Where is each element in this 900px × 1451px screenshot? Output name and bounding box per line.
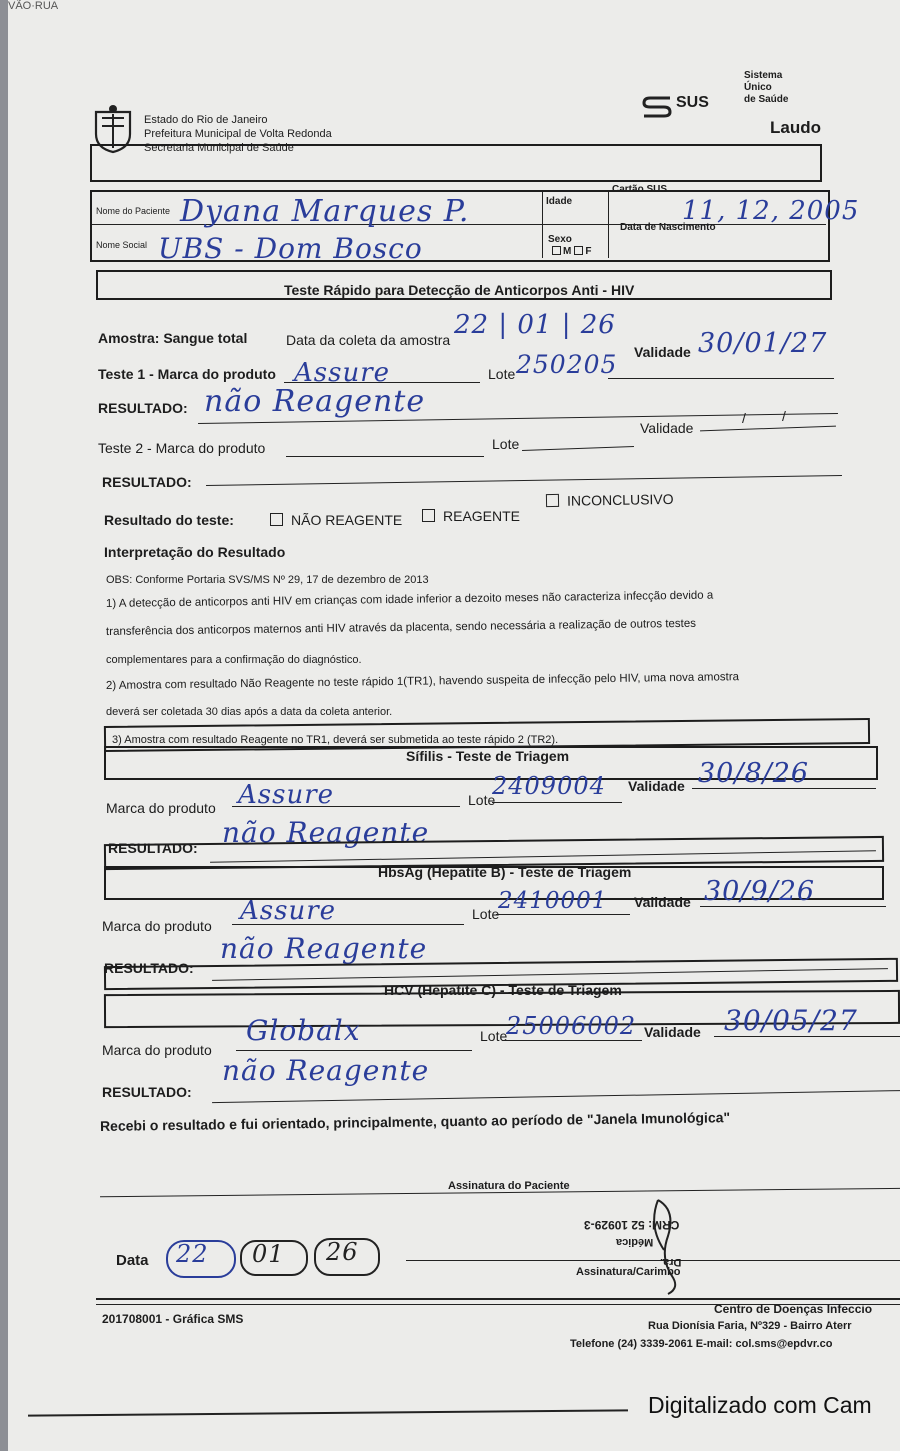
- doctor-signature-icon: [628, 1196, 688, 1296]
- sus-line-3: de Saúde: [744, 94, 789, 105]
- test2-lot-label: Lote: [492, 436, 520, 452]
- option-inconclusive-label: INCONCLUSIVO: [566, 490, 674, 509]
- sifilis-result-value: não Reagente: [222, 816, 430, 849]
- patient-box-vline-2: [608, 192, 609, 258]
- test1-label: Teste 1 - Marca do produto: [98, 366, 276, 382]
- hbsag-lot-line: [496, 914, 630, 915]
- sifilis-lot-value: 2409004: [492, 772, 606, 800]
- collection-date-value: 22 | 01 | 26: [454, 310, 616, 340]
- note-1-line-2: transferência dos anticorpos maternos anti HIV através da placenta, sendo necessária a realização de outros testes: [105, 617, 697, 638]
- professional-signature-label: Assinatura/Carimbo: [576, 1266, 681, 1278]
- note-2-line-1: 2) Amostra com resultado Não Reagente no teste rápido 1(TR1), havendo suspeita de infecção pelo HIV, uma nova amostra: [105, 671, 740, 692]
- test2-label: Teste 2 - Marca do produto: [98, 440, 266, 456]
- hbsag-lot-label: Lote: [472, 906, 500, 922]
- header-secretariat: Secretaria Municipal de Saúde: [144, 142, 294, 154]
- age-label: Idade: [546, 196, 573, 207]
- note-2-line-2: deverá ser coletada 30 dias após a data da coleta anterior.: [106, 706, 393, 718]
- test2-validity-label: Validade: [640, 420, 694, 436]
- hbsag-product-label: Marca do produto: [102, 918, 212, 934]
- sifilis-validity-label: Validade: [628, 778, 685, 794]
- patient-name-value: Dyana Marques P.: [180, 194, 470, 229]
- center-contact: Telefone (24) 3339-2061 E-mail: col.sms@epdvr.co: [570, 1338, 833, 1350]
- center-address: Rua Dionísia Faria, Nº329 - Bairro Aterr: [648, 1320, 852, 1332]
- hcv-validity-value: 30/05/27: [724, 1004, 858, 1037]
- fold-line: [28, 1409, 628, 1416]
- sus-card-label: Cartão SUS: [612, 184, 668, 195]
- test1-validity-label: Validade: [634, 344, 691, 360]
- collection-date-label: Data da coleta da amostra: [286, 332, 451, 348]
- print-code: 201708001 - Gráfica SMS: [102, 1312, 244, 1326]
- hbsag-result-label: RESULTADO:: [104, 960, 194, 976]
- document-sheet: [8, 0, 900, 1451]
- sex-label: Sexo: [548, 234, 572, 245]
- hcv-lot-line: [502, 1040, 642, 1041]
- test1-product-value: Assure: [294, 358, 391, 388]
- sifilis-lot-label: Lote: [468, 792, 496, 808]
- hcv-product-label: Marca do produto: [102, 1042, 212, 1058]
- option-non-reactive: [270, 512, 402, 528]
- date-year-value: 26: [326, 1238, 359, 1266]
- sifilis-validity-line: [692, 788, 876, 789]
- sifilis-title: Sífilis - Teste de Triagem: [406, 748, 570, 764]
- test1-lot-label: Lote: [488, 366, 516, 382]
- option-reactive: [422, 508, 520, 524]
- header-prefecture: Prefeitura Municipal de Volta Redonda: [144, 128, 332, 140]
- interpretation-title: Interpretação do Resultado: [104, 544, 286, 560]
- test-result-options-label: Resultado do teste:: [104, 512, 234, 528]
- sex-options: [552, 246, 591, 257]
- birth-date-value: 11, 12, 2005: [682, 196, 860, 226]
- patient-box-vline-1: [542, 192, 543, 258]
- test1-result-value: não Reagente: [204, 384, 426, 419]
- hbsag-validity-value: 30/9/26: [704, 876, 816, 907]
- sus-line-2: Único: [744, 82, 772, 93]
- date-month-value: 01: [252, 1240, 285, 1268]
- note-1-line-3: complementares para a confirmação do diagnóstico.: [106, 654, 362, 666]
- sifilis-lot-line: [492, 802, 622, 803]
- obs-line: OBS: Conforme Portaria SVS/MS Nº 29, 17 de dezembro de 2013: [106, 574, 429, 586]
- sifilis-product-label: Marca do produto: [106, 800, 216, 816]
- sample-label: Amostra: Sangue total: [98, 330, 248, 346]
- hbsag-product-value: Assure: [240, 896, 337, 926]
- form-title-laudo: Laudo: [770, 118, 821, 137]
- hcv-result-value: não Reagente: [222, 1054, 430, 1087]
- sifilis-validity-value: 30/8/26: [698, 758, 810, 789]
- hcv-result-line: [212, 1090, 900, 1103]
- test2-validity-line: [700, 426, 836, 432]
- note-1-line-1: 1) A detecção de anticorpos anti HIV em crianças com idade inferior a dezoito meses não caracteriza infecção devido a: [105, 589, 714, 610]
- hcv-product-value: Globalx: [246, 1014, 361, 1047]
- test2-result-label: RESULTADO:: [102, 474, 192, 490]
- patient-signature-label: Assinatura do Paciente: [448, 1180, 570, 1192]
- edge-text: VÃO·RUA: [8, 0, 59, 12]
- declaration-text: Recebi o resultado e fui orientado, principalmente, quanto ao período de "Janela Imunológica": [99, 1109, 731, 1134]
- sus-logo-text: SUS: [676, 94, 709, 111]
- header-state: Estado do Rio de Janeiro: [144, 114, 268, 126]
- hcv-validity-label: Validade: [644, 1024, 701, 1040]
- sifilis-product-value: Assure: [238, 780, 335, 810]
- sex-option-f: F: [585, 246, 592, 257]
- test2-result-line: [206, 475, 842, 486]
- note-3-line: 3) Amostra com resultado Reagente no TR1, deverá ser submetida ao teste rápido 2 (TR2).: [112, 734, 559, 746]
- sex-option-m: M: [563, 246, 572, 257]
- birth-date-label: Data de Nascimento: [620, 222, 716, 233]
- hcv-product-line: [236, 1050, 472, 1051]
- test2-product-line: [286, 456, 484, 457]
- test1-lot-value: 250205: [516, 350, 618, 379]
- test2-validity-slash-1: /: [742, 410, 746, 426]
- sus-logo-icon: [640, 92, 674, 120]
- hcv-lot-value: 25006002: [506, 1012, 637, 1040]
- bottom-rule: [96, 1298, 900, 1300]
- option-inconclusive: [546, 491, 674, 509]
- scan-watermark: Digitalizado com Cam: [648, 1392, 872, 1418]
- hbsag-result-value: não Reagente: [220, 932, 428, 965]
- test1-tail-line: [608, 378, 834, 379]
- test2-validity-slash-2: /: [782, 408, 786, 424]
- hbsag-validity-line: [700, 906, 886, 907]
- date-day-value: 22: [176, 1240, 209, 1268]
- date-label: Data: [116, 1252, 149, 1269]
- hcv-validity-line: [714, 1036, 900, 1037]
- test2-lot-line: [522, 446, 634, 451]
- hbsag-lot-value: 2410001: [498, 888, 608, 914]
- option-non-reactive-label: NÃO REAGENTE: [291, 512, 403, 528]
- hbsag-title: HbsAg (Hepatite B) - Teste de Triagem: [378, 864, 632, 880]
- stamp-name: Dra.: [660, 1256, 682, 1268]
- hiv-title: Teste Rápido para Detecção de Anticorpos Anti - HIV: [284, 282, 635, 298]
- unit-value: UBS - Dom Bosco: [158, 232, 423, 265]
- header-blank-box: [90, 144, 822, 182]
- option-reactive-label: REAGENTE: [443, 508, 521, 524]
- stamp-role: Médica: [616, 1236, 654, 1248]
- stamp-crm: CRM: 52 10929-3: [584, 1218, 680, 1232]
- unit-label: Nome Social: [96, 240, 148, 250]
- hcv-lot-label: Lote: [480, 1028, 508, 1044]
- test1-validity-value: 30/01/27: [698, 328, 828, 359]
- center-name: Centro de Doenças Infeccio: [714, 1302, 873, 1316]
- hbsag-validity-label: Validade: [634, 894, 691, 910]
- hcv-result-label: RESULTADO:: [102, 1084, 192, 1100]
- patient-name-label: Nome do Paciente: [96, 206, 171, 216]
- sus-line-1: Sistema: [744, 70, 783, 81]
- hcv-title: HCV (Hepatite C) - Teste de Triagem: [384, 982, 622, 998]
- test1-result-label: RESULTADO:: [98, 400, 188, 416]
- sifilis-result-label: RESULTADO:: [108, 840, 198, 856]
